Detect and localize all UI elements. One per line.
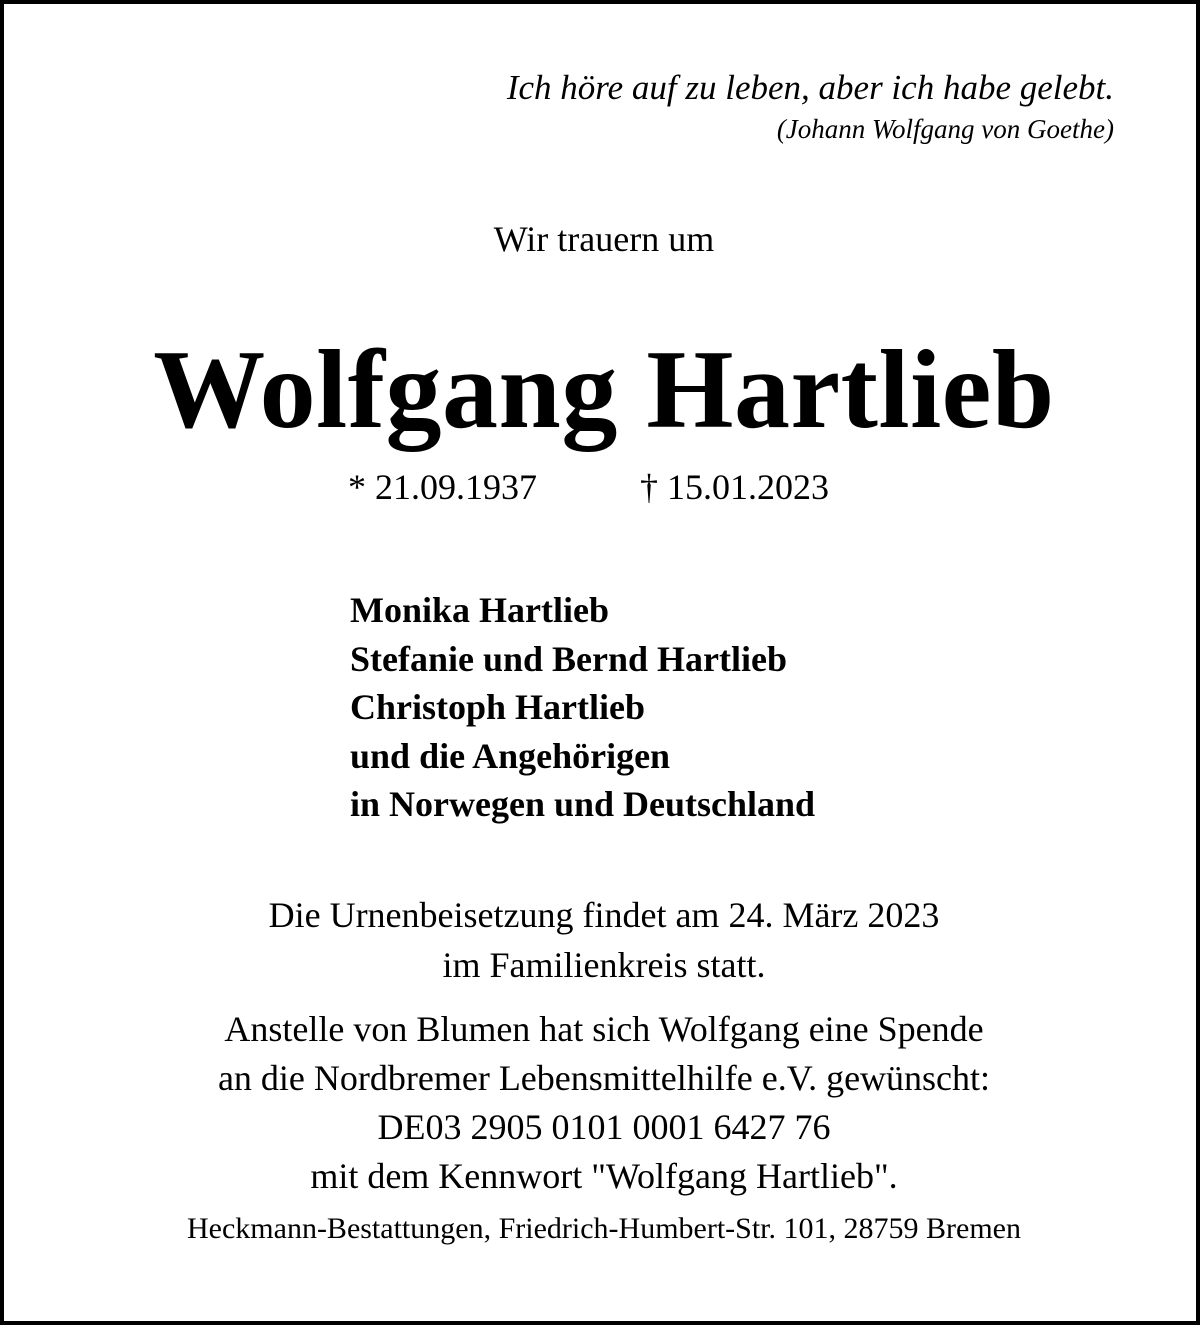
donation-line-2: an die Nordbremer Lebensmittelhilfe e.V. gewünscht: xyxy=(217,1058,991,1098)
burial-line-2: im Familienkreis statt. xyxy=(442,945,766,985)
burial-line-1: Die Urnenbeisetzung findet am 24. März 2023 xyxy=(268,895,940,935)
mourner-line: Monika Hartlieb xyxy=(350,590,609,630)
intro-line: Wir trauern um xyxy=(493,219,715,259)
donation-notice xyxy=(4,1005,1200,1201)
deceased-name: Wolfgang Hartlieb xyxy=(153,328,1055,452)
mourner-line: und die Angehörigen xyxy=(350,735,671,776)
donation-line-1: Anstelle von Blumen hat sich Wolfgang eine Spende xyxy=(224,1009,984,1049)
goethe-quote: Ich höre auf zu leben, aber ich habe gelebt. xyxy=(506,68,1114,107)
death-date: † 15.01.2023 xyxy=(640,467,829,507)
mourner-line: Christoph Hartlieb xyxy=(350,687,646,727)
funeral-home-address: Heckmann-Bestattungen, Friedrich-Humbert-Str. 101, 28759 Bremen xyxy=(187,1212,1021,1245)
mourner-line: in Norwegen und Deutschland xyxy=(350,784,816,824)
birth-date: * 21.09.1937 xyxy=(348,467,537,507)
quote-author: (Johann Wolfgang von Goethe) xyxy=(776,114,1114,144)
burial-notice xyxy=(4,890,1200,990)
mourner-line: Stefanie und Bernd Hartlieb xyxy=(350,638,788,679)
donation-line-4: mit dem Kennwort "Wolfgang Hartlieb". xyxy=(310,1156,898,1196)
donation-iban: DE03 2905 0101 0001 6427 76 xyxy=(377,1107,831,1147)
mourners-list xyxy=(350,586,815,829)
